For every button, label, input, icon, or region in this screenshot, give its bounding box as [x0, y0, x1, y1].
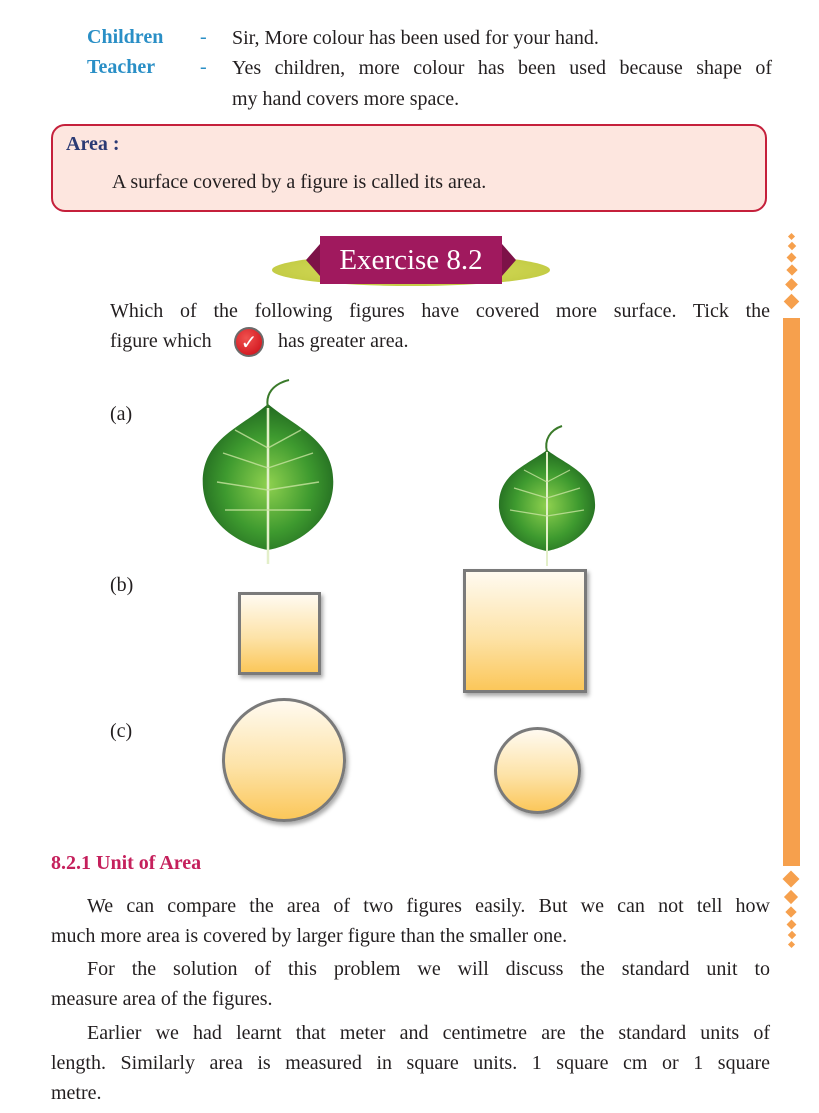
definition-title: Area : — [66, 133, 120, 155]
speaker-teacher: Teacher — [87, 56, 156, 78]
exercise-title: Exercise 8.2 — [339, 244, 483, 276]
section-title: 8.2.1 Unit of Area — [51, 852, 202, 874]
small-leaf-icon — [494, 424, 600, 566]
exercise-instruction-post: has greater area. — [278, 330, 409, 352]
item-label-c: (c) — [110, 720, 133, 742]
dialogue-dash: - — [200, 26, 207, 48]
paragraph-line: Earlier we had learnt that meter and centimetre are the standard units of — [87, 1022, 770, 1044]
dialogue-dash: - — [200, 56, 207, 78]
paragraph-line: We can compare the area of two figures easily. But we can not tell how — [87, 895, 770, 917]
dialogue-line: my hand covers more space. — [232, 88, 460, 110]
definition-box — [51, 124, 767, 212]
speaker-children: Children — [87, 26, 164, 48]
large-circle — [222, 698, 346, 822]
check-mark-icon: ✓ — [234, 327, 264, 357]
large-square — [463, 569, 587, 693]
item-label-a: (a) — [110, 403, 133, 425]
paragraph-line: measure area of the figures. — [51, 988, 273, 1010]
small-circle — [494, 727, 581, 814]
exercise-banner — [272, 230, 552, 290]
dialogue-line: Yes children, more colour has been used because shape of — [232, 57, 772, 79]
sidebar-decoration-bar — [783, 318, 800, 866]
paragraph-line: For the solution of this problem we will discuss the standard unit to — [87, 958, 770, 980]
definition-text: A surface covered by a figure is called its area. — [112, 171, 487, 193]
large-leaf-icon — [195, 378, 341, 564]
paragraph-line: length. Similarly area is measured in square units. 1 square cm or 1 square — [51, 1052, 770, 1074]
dialogue-line: Sir, More colour has been used for your hand. — [232, 27, 599, 49]
item-label-b: (b) — [110, 574, 134, 596]
paragraph-line: much more area is covered by larger figure than the smaller one. — [51, 925, 568, 947]
exercise-instruction: Which of the following figures have covered more surface. Tick the — [110, 300, 770, 322]
small-square — [238, 592, 321, 675]
paragraph-line: metre. — [51, 1082, 102, 1104]
exercise-instruction-pre: figure which — [110, 330, 212, 352]
